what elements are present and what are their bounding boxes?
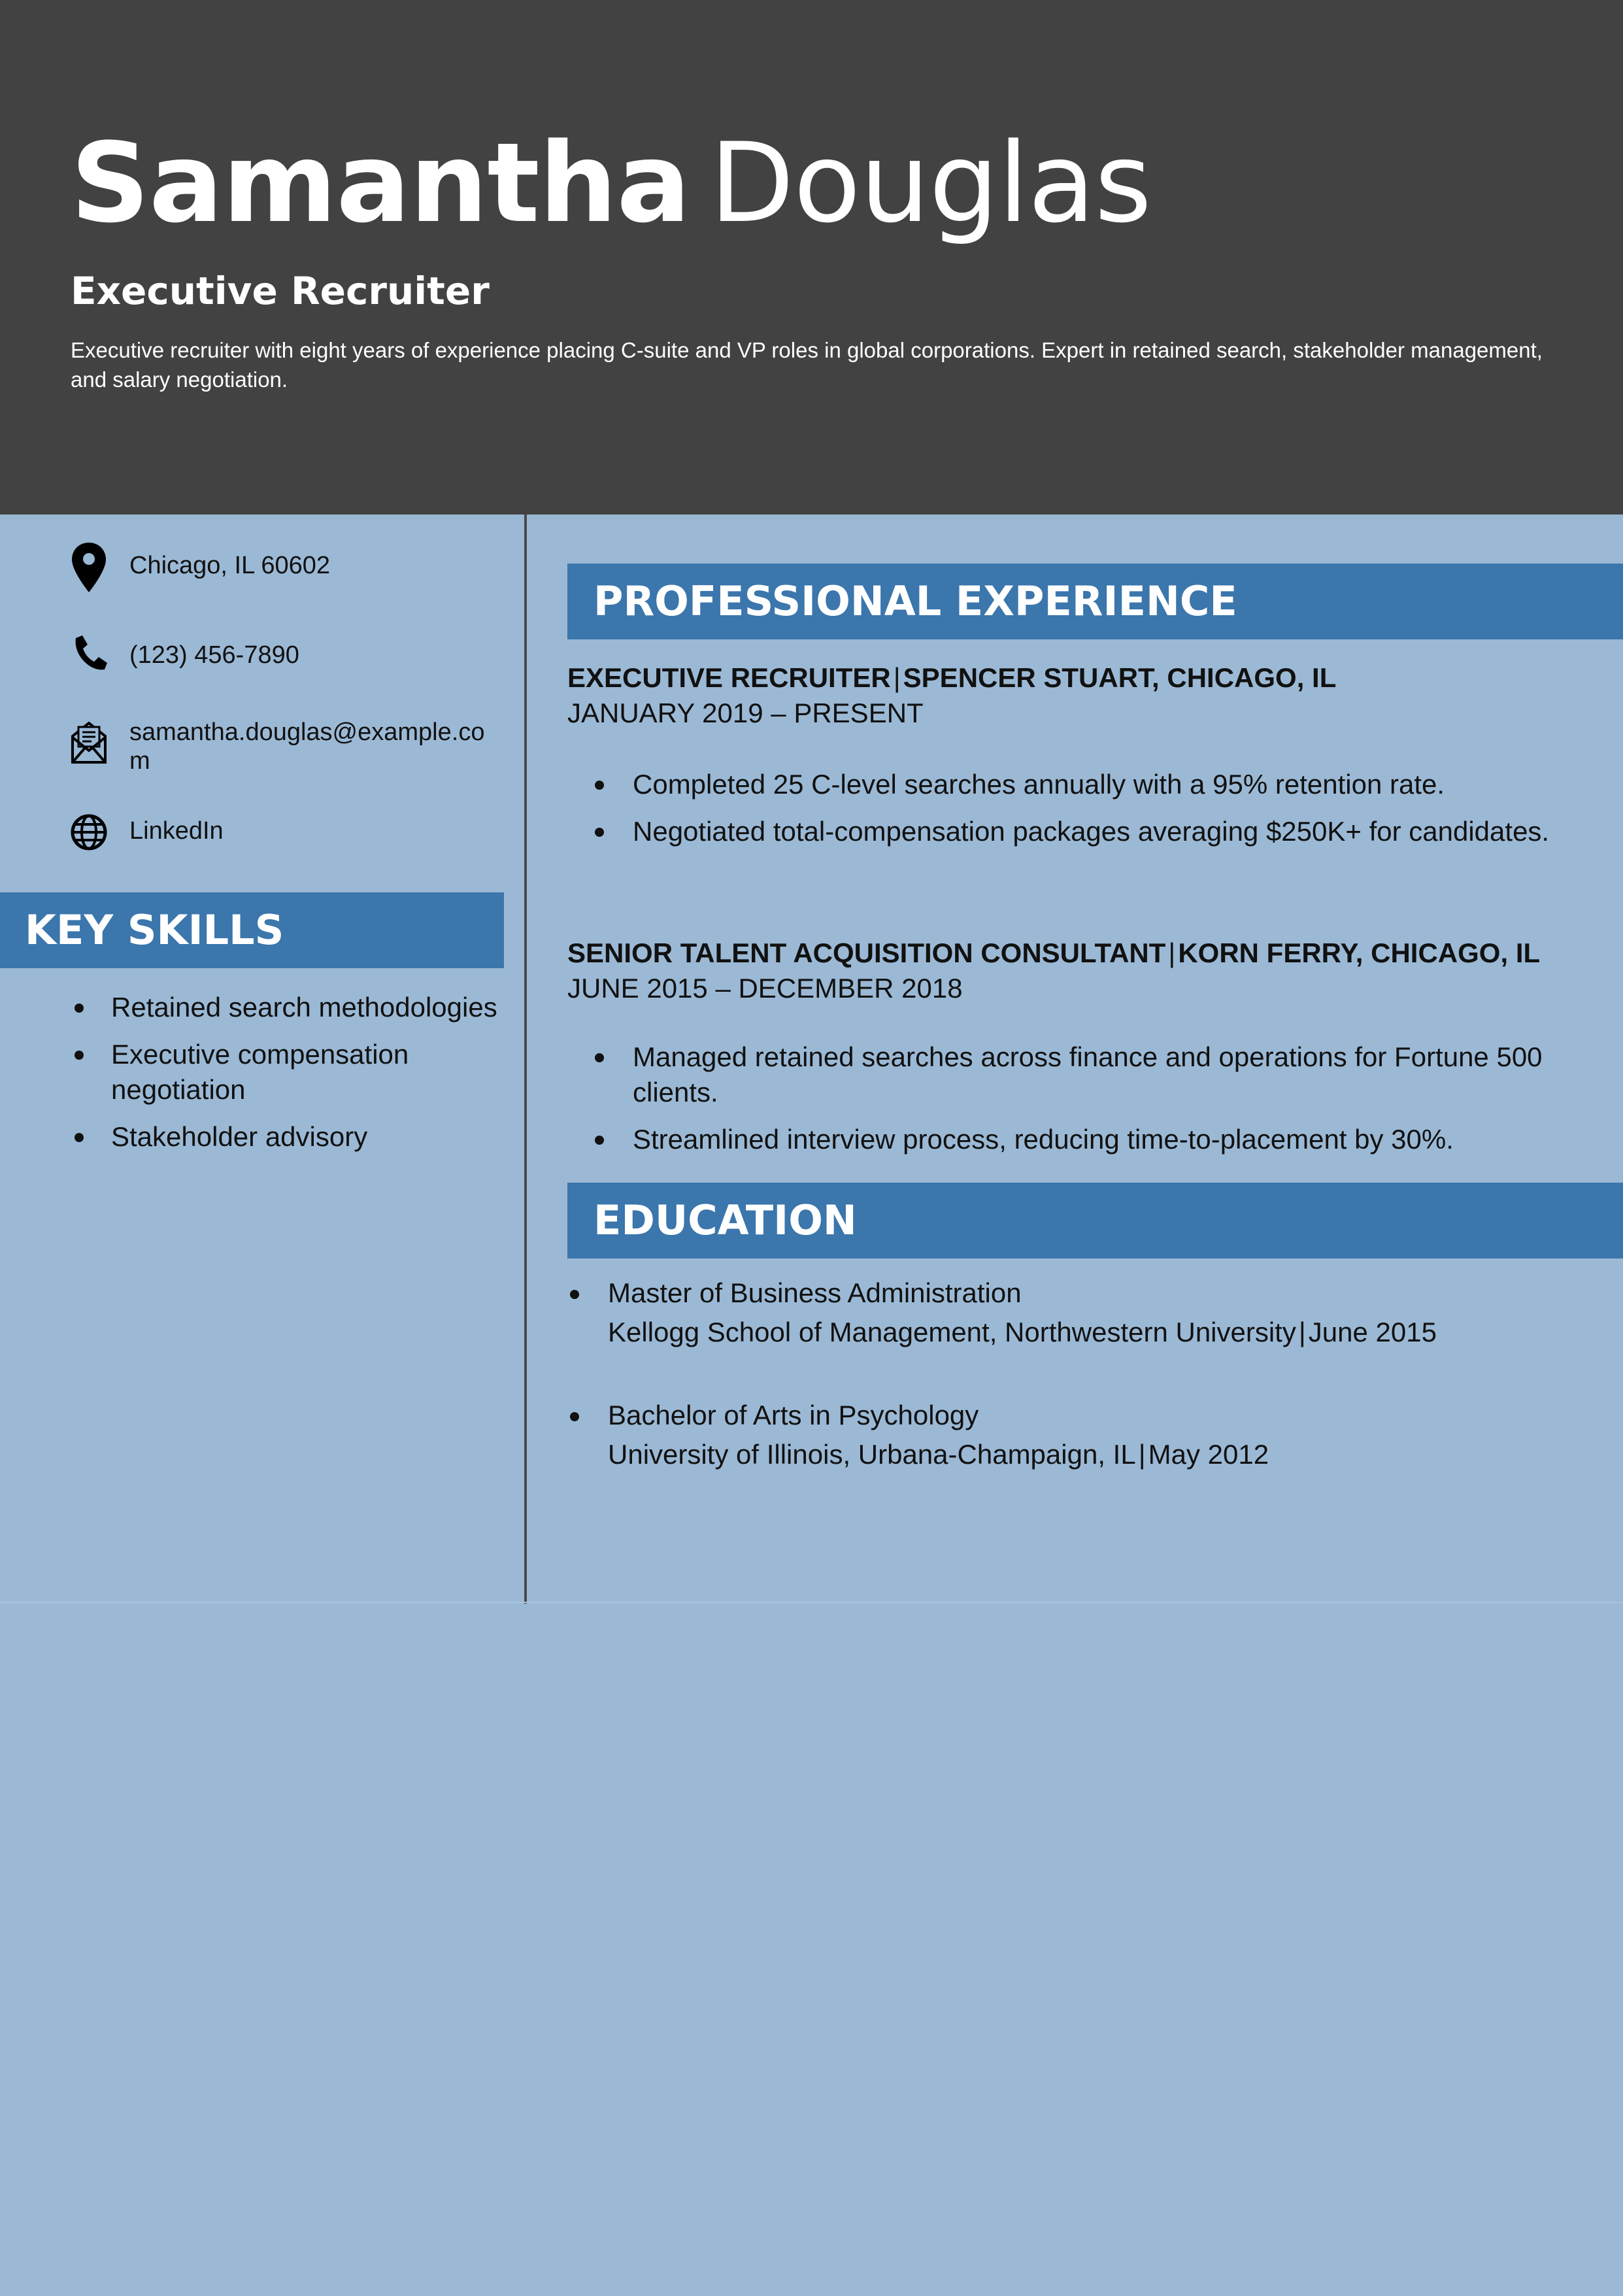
contact-email[interactable] (71, 718, 502, 775)
separator: | (893, 662, 901, 693)
degree: Bachelor of Arts in Psychology (608, 1400, 979, 1430)
list-item: Negotiated total-compensation packages averaging $250K+ for candidates. (592, 814, 1599, 849)
contact-linkedin[interactable] (71, 814, 502, 866)
list-item: Completed 25 C-level searches annually with a 95% retention rate. (592, 767, 1599, 802)
email-text[interactable]: samantha.douglas@example.com (129, 718, 485, 775)
separator: | (1298, 1317, 1306, 1347)
graduation-date: May 2012 (1148, 1439, 1269, 1470)
key-skills-heading: KEY SKILLS (0, 892, 504, 968)
contact-location (71, 541, 502, 594)
list-item: Streamlined interview process, reducing time-to-placement by 30%. (592, 1122, 1599, 1157)
education-heading: EDUCATION (567, 1183, 1623, 1258)
list-item: Retained search methodologies (72, 990, 503, 1025)
column-divider (524, 515, 527, 1604)
separator: | (1168, 937, 1176, 968)
linkedin-link[interactable]: LinkedIn (129, 817, 224, 845)
company: SPENCER STUART, CHICAGO, IL (903, 662, 1337, 693)
job-bullets (592, 1039, 1599, 1169)
job-title: Executive Recruiter (71, 269, 490, 313)
school-line (608, 1435, 1269, 1474)
globe-icon (71, 814, 107, 866)
education-item (567, 1396, 1269, 1474)
phone-text: (123) 456-7890 (129, 641, 299, 669)
list-item: Stakeholder advisory (72, 1119, 503, 1155)
job-dates: JUNE 2015 – DECEMBER 2018 (567, 973, 963, 1004)
resume-header (0, 0, 1623, 515)
bottom-rule (0, 1602, 1623, 1603)
phone-icon (71, 634, 107, 686)
experience-heading: PROFESSIONAL EXPERIENCE (567, 564, 1623, 639)
graduation-date: June 2015 (1308, 1317, 1437, 1347)
company: KORN FERRY, CHICAGO, IL (1178, 937, 1541, 968)
separator: | (1138, 1439, 1146, 1470)
candidate-name (71, 111, 1151, 255)
list-item: Executive compensation negotiation (72, 1037, 503, 1107)
school-line (608, 1313, 1437, 1352)
skills-list (72, 990, 503, 1166)
contact-phone (71, 634, 502, 686)
job-title: EXECUTIVE RECRUITER (567, 662, 891, 693)
job-title: SENIOR TALENT ACQUISITION CONSULTANT (567, 937, 1166, 968)
envelope-icon (71, 718, 107, 770)
education-item (567, 1274, 1437, 1352)
job-dates: JANUARY 2019 – PRESENT (567, 698, 924, 728)
list-item: Managed retained searches across finance and operations for Fortune 500 clients. (592, 1039, 1599, 1110)
school: University of Illinois, Urbana-Champaign, IL (608, 1439, 1136, 1470)
school: Kellogg School of Management, Northwestern University (608, 1317, 1296, 1347)
profile-summary: Executive recruiter with eight years of experience placing C-suite and VP roles in global corporations. Expert in retained search, stakeholder management, and salary negotiation. (71, 338, 1543, 392)
degree: Master of Business Administration (608, 1277, 1022, 1308)
job-heading (567, 936, 1540, 971)
first-name: Samantha (71, 119, 690, 247)
last-name: Douglas (709, 119, 1152, 247)
location-pin-icon (71, 541, 107, 594)
job-bullets (592, 767, 1599, 861)
location-text: Chicago, IL 60602 (129, 552, 331, 579)
job-heading (567, 660, 1336, 696)
